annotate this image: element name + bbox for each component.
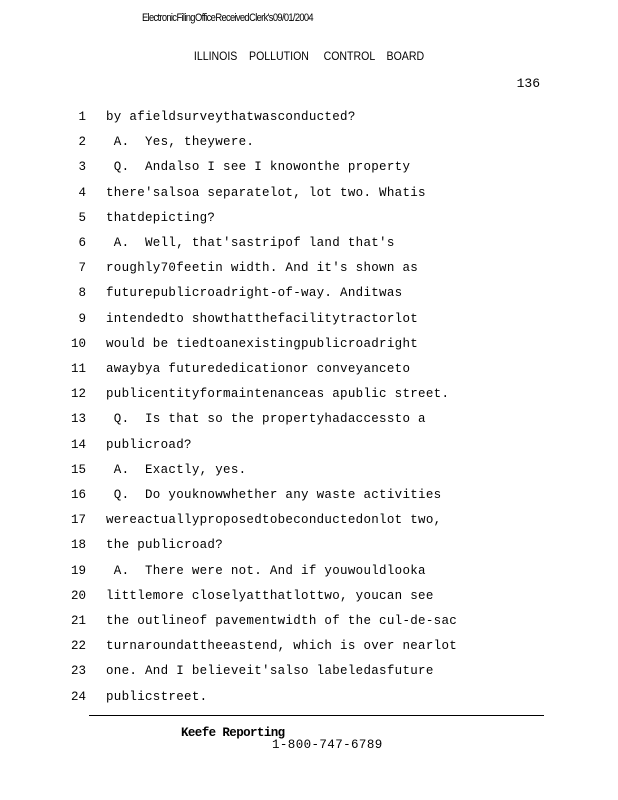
stamp-word: Filing: [176, 12, 195, 24]
stamp-word: 09/01/2004: [272, 12, 313, 24]
line-text: littlemore closelyatthatlottwo, youcan see: [106, 588, 434, 603]
line-number: 9: [78, 311, 86, 326]
footer-phone: 1-800-747-6789: [272, 738, 383, 752]
transcript-line: [0, 614, 618, 639]
line-number: 8: [78, 286, 86, 301]
line-number: 10: [70, 336, 86, 351]
line-number: 15: [70, 462, 86, 477]
transcript-line: [0, 362, 618, 387]
document-header: ILLINOIS POLLUTION CONTROL BOARD: [193, 49, 425, 63]
transcript-line: [0, 110, 618, 135]
line-text: publicentityformaintenanceas apublic street.: [106, 387, 450, 402]
line-text: by afieldsurveythatwasconducted?: [106, 110, 356, 124]
transcript-line: [0, 236, 618, 261]
line-text: the publicroad?: [106, 538, 224, 553]
transcript-line: [0, 589, 618, 614]
line-text: there'salsoa separatelot, lot two. Whatis: [106, 185, 426, 200]
footer-divider: [89, 715, 544, 716]
line-number: 20: [70, 588, 86, 603]
line-text: turnaroundattheeastend, which is over nearlot: [106, 639, 458, 654]
line-number: 13: [70, 412, 86, 427]
line-text: A. Yes, theywere.: [106, 135, 255, 150]
line-text: publicroad?: [106, 437, 192, 452]
transcript-line: [0, 312, 618, 337]
line-number: 21: [70, 614, 86, 628]
line-number: 2: [78, 135, 86, 150]
line-text: wereactuallyproposedtobeconductedonlot two,: [106, 513, 442, 528]
transcript-line: [0, 538, 618, 563]
line-number: 11: [70, 362, 86, 376]
line-number: 24: [70, 689, 86, 704]
page-number: 136: [516, 76, 540, 91]
line-text: intendedto showthatthefacilitytractorlot: [106, 311, 419, 326]
transcript-line: [0, 211, 618, 236]
line-text: Q. Do youknowwhether any waste activities: [106, 488, 442, 502]
filing-stamp: [142, 12, 311, 24]
footer-company: Keefe Reporting: [181, 726, 285, 740]
line-number: 18: [70, 538, 86, 553]
stamp-word: Electronic: [142, 12, 177, 24]
line-text: publicstreet.: [106, 689, 208, 704]
line-number: 19: [70, 563, 86, 578]
transcript-line: [0, 690, 618, 715]
transcript-line: [0, 463, 618, 488]
line-number: 7: [78, 261, 86, 276]
line-number: 17: [70, 513, 86, 528]
line-text: one. And I believeit'salso labeledasfuture: [106, 664, 434, 679]
transcript-line: [0, 337, 618, 362]
line-number: 22: [70, 639, 86, 654]
line-number: 12: [70, 387, 86, 402]
line-text: Q. Is that so the propertyhadaccessto a: [106, 412, 426, 427]
line-text: thatdepicting?: [106, 210, 216, 225]
line-number: 14: [70, 437, 86, 452]
line-number: 1: [78, 110, 86, 124]
transcript-line: [0, 564, 618, 589]
transcript-line: [0, 160, 618, 185]
line-text: futurepublicroadright-of-way. Anditwas: [106, 286, 403, 301]
stamp-word: Received: [215, 12, 249, 24]
transcript-line: [0, 186, 618, 211]
line-number: 23: [70, 664, 86, 679]
transcript-line: [0, 412, 618, 437]
transcript-line: [0, 664, 618, 689]
line-number: 5: [78, 210, 86, 225]
line-text: Q. Andalso I see I knowonthe property: [106, 160, 411, 175]
line-number: 4: [78, 185, 86, 200]
line-number: 16: [70, 488, 86, 502]
transcript-line: [0, 135, 618, 160]
line-text: awaybya futurededicationor conveyanceto: [106, 362, 411, 376]
line-text: the outlineof pavementwidth of the cul-de-sac: [106, 614, 458, 628]
transcript-line: [0, 387, 618, 412]
transcript-line: [0, 438, 618, 463]
transcript-line: [0, 488, 618, 513]
stamp-word: Clerk's: [249, 12, 273, 24]
line-text: would be tiedtoanexistingpublicroadright: [106, 336, 419, 351]
line-text: A. There were not. And if youwouldlooka: [106, 563, 426, 578]
transcript-line: [0, 513, 618, 538]
line-text: roughly70feetin width. And it's shown as: [106, 261, 419, 276]
line-number: 6: [78, 236, 86, 250]
line-number: 3: [78, 160, 86, 175]
stamp-word: Office: [194, 12, 216, 24]
line-text: A. Exactly, yes.: [106, 462, 247, 477]
line-text: A. Well, that'sastripof land that's: [106, 236, 395, 250]
transcript-line: [0, 639, 618, 664]
transcript-line: [0, 286, 618, 311]
transcript-line: [0, 261, 618, 286]
